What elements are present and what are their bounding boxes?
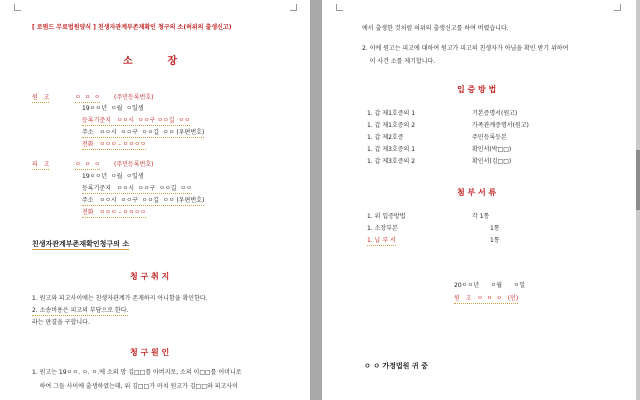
claim-line-1: 1. 원고와 피고사이에는 친생자관계가 존재하지 아니함을 확인한다. — [32, 295, 208, 302]
evidence-label-4: 1. 갑 제3호증의 1 — [367, 146, 416, 153]
evidence-value-2: 가족관계증명서(원고) — [472, 122, 529, 129]
corner-mark — [14, 4, 21, 11]
evidence-value-3: 주민등록등본 — [472, 134, 507, 141]
filing-date: 20ㅇㅇ년 ㅇ월 ㅇ일 — [454, 282, 526, 289]
plaintiff-rrn: (주민등록번호) — [114, 94, 154, 101]
defendant-role: 피 고 — [32, 161, 50, 168]
defendant-rrn: (주민등록번호) — [114, 161, 154, 168]
evidence-label-3: 1. 갑 제2호증 — [367, 134, 404, 141]
evidence-value-4: 확인서(박□□) — [472, 146, 512, 153]
cause-line-1: 1. 원고는 19ㅇㅇ. ㅇ. ㅇ.에 소외 망 김□□를 아버지로, 소외 이□□를 어머니로 — [32, 369, 242, 376]
evidence-label-2: 1. 갑 제1호증의 2 — [367, 122, 416, 129]
plaintiff-phone: 전화 ㅇㅇㅇ - ㅇㅇㅇㅇ — [82, 141, 146, 148]
plaintiff-role: 원 고 — [32, 94, 50, 101]
document-page-right — [322, 0, 640, 400]
attachment-value-1: 각 1통 — [472, 213, 490, 220]
evidence-heading: 입 증 방 법 — [457, 85, 497, 94]
document-page-left — [0, 0, 310, 400]
defendant-phone: 전화 ㅇㅇㅇ - ㅇㅇㅇㅇ — [82, 209, 146, 216]
plaintiff-birth: 19ㅇㅇ년 ㅇ월 ㅇ일생 — [82, 105, 144, 112]
scrollbar-thumb[interactable] — [636, 150, 640, 210]
cause-line-2: 하여 그들 사이에 출생하였는데, 위 김□□가 마치 원고가 김□□와 피고사이 — [32, 383, 238, 390]
attachment-label-2: 1. 소장부본 — [367, 225, 398, 232]
corner-mark — [290, 4, 297, 11]
attachments-heading: 첨 부 서 류 — [457, 188, 497, 197]
evidence-label-5: 1. 갑 제3호증의 2 — [367, 158, 416, 165]
plaintiff-address: 주소 ㅇㅇ시 ㅇㅇ구 ㅇㅇ길 ㅇㅇ (우편번호) — [82, 129, 205, 136]
para2-line-1: 2. 이에 원고는 피고에 대하여 원고가 피고의 친생자가 아님을 확인 받기 위하여 — [362, 45, 569, 52]
document-title: 소 장 — [123, 56, 178, 67]
defendant-birth: 19ㅇㅇ년 ㅇ월 ㅇ일생 — [82, 173, 144, 180]
form-header: [ 로펌드 무료법원양식 ] 친생자관계부존재확인 청구의 소(허위의 출생신고) — [32, 24, 232, 31]
para2-line-2: 이 사건 소를 제기합니다. — [362, 58, 436, 65]
claim-heading: 청 구 취 지 — [130, 272, 170, 281]
defendant-address: 주소 ㅇㅇ시 ㅇㅇ구 ㅇㅇ길 ㅇㅇ (우편번호) — [82, 197, 205, 204]
attachment-label-1: 1. 위 입증방법 — [367, 213, 406, 220]
attachment-value-2: 1통 — [490, 225, 500, 232]
defendant-name: ㅇ ㅇ ㅇ — [75, 161, 101, 168]
corner-mark — [336, 4, 343, 11]
court-addressee: ㅇ ㅇ 가정법원 귀 중 — [364, 362, 428, 370]
case-name: 친생자관계부존재확인청구의 소 — [32, 240, 130, 248]
claim-line-3: 라는 판결을 구합니다. — [32, 319, 90, 326]
claim-line-2: 2. 소송비용은 피고의 부담으로 한다. — [32, 307, 129, 314]
evidence-label-1: 1. 갑 제1호증의 1 — [367, 110, 416, 117]
plaintiff-registry: 등록기준지 ㅇㅇ시 ㅇㅇ구 ㅇㅇ길 ㅇㅇ — [82, 117, 190, 124]
attachment-label-3: 1. 납 부 서 — [367, 237, 396, 244]
attachment-value-3: 1통 — [490, 237, 500, 244]
evidence-value-1: 기본증명서(원고) — [472, 110, 518, 117]
defendant-registry: 등록기준지 ㅇㅇ시 ㅇㅇ구 ㅇㅇ길 ㅇㅇ — [82, 185, 192, 192]
signer: 원 고 ㅇ ㅇ ㅇ (인) — [454, 295, 519, 302]
cause-heading: 청 구 원 인 — [130, 348, 170, 357]
evidence-value-5: 확인서(김□□) — [472, 158, 512, 165]
plaintiff-name: ㅇ ㅇ ㅇ — [75, 94, 101, 101]
corner-mark — [614, 4, 621, 11]
continued-line: 에서 출생한 것처럼 허위의 출생신고를 하여 버렸습니다. — [362, 25, 509, 32]
